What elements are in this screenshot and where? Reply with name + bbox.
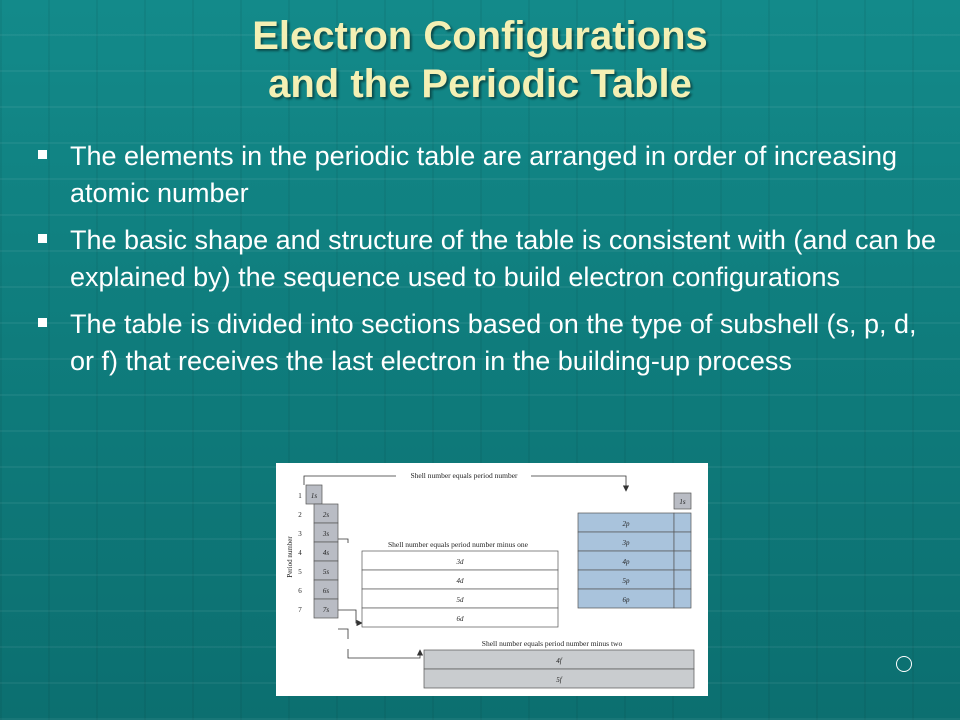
s-block xyxy=(306,485,338,618)
square-bullet-icon xyxy=(38,318,47,327)
slide-title xyxy=(0,12,960,108)
f-shell-label: Shell number equals period number minus two xyxy=(481,639,623,648)
bullet-text: The elements in the periodic table are arranged in order of increasing atomic number xyxy=(70,141,897,208)
p-block-label: 6p xyxy=(622,596,630,604)
he-cell-label: 1s xyxy=(679,498,686,506)
d-block-cell xyxy=(362,589,558,608)
p-block-label: 3p xyxy=(622,539,630,547)
period-number: 6 xyxy=(298,587,302,595)
s-block-label: 1s xyxy=(310,492,318,500)
f-block xyxy=(424,650,694,688)
d-block-label: 4d xyxy=(456,577,464,585)
s-block-cell xyxy=(306,485,322,504)
period-number: 2 xyxy=(298,511,302,519)
p-block-label: 5p xyxy=(622,577,630,585)
bullet-item xyxy=(36,138,936,212)
d-block-cell xyxy=(362,551,558,570)
s-block-cell xyxy=(314,561,338,580)
s-block-label: 4s xyxy=(322,549,330,557)
p-block xyxy=(578,513,691,608)
s-block-label: 5s xyxy=(322,568,330,576)
p-block-cell xyxy=(578,551,691,570)
s-block-cell xyxy=(314,504,338,523)
period-number-column xyxy=(298,492,302,614)
d-block-cell xyxy=(362,570,558,589)
p-block-cell xyxy=(578,589,691,608)
bullet-item xyxy=(36,306,936,380)
p-block-cell xyxy=(578,532,691,551)
slide-title-line-1: Electron Configurations xyxy=(252,14,708,58)
d-block-label: 6d xyxy=(456,615,464,623)
he-cell xyxy=(674,493,691,509)
p-block-label: 2p xyxy=(622,520,630,528)
d-block-label: 5d xyxy=(456,596,464,604)
f-block-label: 5f xyxy=(556,676,562,684)
s-block-label: 6s xyxy=(322,587,330,595)
p-block-cell xyxy=(578,570,691,589)
slide-title-line-2: and the Periodic Table xyxy=(268,62,692,106)
period-number: 1 xyxy=(298,492,302,500)
square-bullet-icon xyxy=(38,150,47,159)
s-block-cell xyxy=(314,542,338,561)
bullet-item xyxy=(36,222,936,296)
d-block-cell xyxy=(362,608,558,627)
s-block-label: 2s xyxy=(322,511,330,519)
bullet-text: The table is divided into sections based on the type of subshell (s, p, d, or f) that receives the last electron in the building-up process xyxy=(70,309,917,376)
nav-circle-icon[interactable] xyxy=(896,656,912,672)
s-block-label: 7s xyxy=(322,606,330,614)
f-block-label: 4f xyxy=(556,657,562,665)
d-shell-label: Shell number equals period number minus one xyxy=(388,540,528,549)
s-block-cell xyxy=(314,580,338,599)
bullet-text: The basic shape and structure of the table is consistent with (and can be explained by) the sequence used to build electron configurations xyxy=(70,225,937,292)
d-block xyxy=(362,551,558,627)
bullet-list xyxy=(36,138,936,390)
s-block-cell xyxy=(314,599,338,618)
top-shell-label: Shell number equals period number xyxy=(410,471,518,480)
d-block-label: 3d xyxy=(456,558,464,566)
p-block-cell xyxy=(578,513,691,532)
periodic-table-svg xyxy=(276,463,708,696)
period-number: 7 xyxy=(298,606,302,614)
periodic-table-diagram xyxy=(276,463,708,696)
f-block-cell xyxy=(424,669,694,688)
s-block-cell xyxy=(314,523,338,542)
period-number: 5 xyxy=(298,568,302,576)
square-bullet-icon xyxy=(38,234,47,243)
s-block-label: 3s xyxy=(322,530,330,538)
f-block-cell xyxy=(424,650,694,669)
period-number: 3 xyxy=(298,530,302,538)
period-number: 4 xyxy=(298,549,302,557)
period-axis-label: Period number xyxy=(286,536,294,578)
p-block-label: 4p xyxy=(622,558,630,566)
